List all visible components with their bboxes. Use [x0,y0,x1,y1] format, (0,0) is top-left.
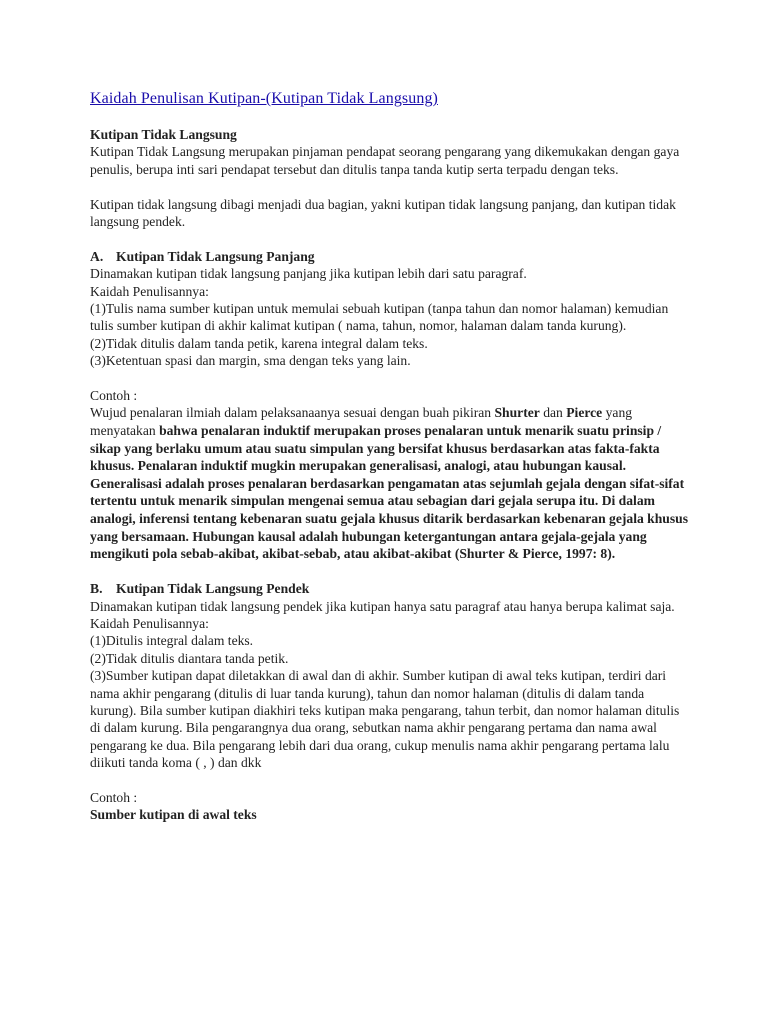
example-mid: yang menyatakan [90,405,633,439]
section-a-rule-1: (1)Tulis nama sumber kutipan untuk memulai sebuah kutipan (tanpa tahun dan nomor halaman) kemudian tulis sumber kutipan di akhir kalimat kutipan ( nama, tahun, nomor, halaman dalam tanda kurung). [90,301,669,334]
example-author-1: Shurter [494,405,540,421]
section-a-heading [90,248,690,265]
section-b-example-label: Contoh : [90,790,138,806]
example-author-2: Pierce [566,405,603,421]
section-a-definition: Dinamakan kutipan tidak langsung panjang jika kutipan lebih dari satu paragraf. [90,266,527,282]
section-b-rule-2: (2)Tidak ditulis diantara tanda petik. [90,650,289,666]
section-b-heading [90,580,690,597]
section-a-example-text [90,404,690,562]
example-lead: Wujud penalaran ilmiah dalam pelaksanaanya sesuai dengan buah pikiran [90,405,495,421]
intro-paragraph-2: Kutipan tidak langsung dibagi menjadi dua bagian, yakni kutipan tidak langsung panjang, dan kutipan tidak langsung pendek. [90,196,676,230]
example-bold-body: bahwa penalaran induktif merupakan proses penalaran untuk menarik suatu prinsip / sikap yang berlaku umum atau suatu simpulan yang bersifat khusus berdasarkan atas fakta-fakta khusus. Penalaran induktif mugkin merupakan generalisasi, analogi, atau hubungan kausal. Generalisasi adalah proses penalaran berdasarkan pengamatan atas sejumlah gejala dengan sifat-sifat tertentu untuk menarik simpulan mengenai semua atau sebagian dari gejala serupa itu. Di dalam analogi, inferensi tentang kebenaran suatu gejala khusus ditarik berdasarkan kebenaran gejala khusus yang bersamaan. Hubungan kausal adalah hubungan ketergantungan antara gejala-gejala yang mengikuti pola sebab-akibat, akibat-sebab, atau akibat-akibat (Shurter & Pierce, 1997: 8). [90,423,688,562]
section-a-rule-3: (3)Ketentuan spasi dan margin, sma dengan teks yang lain. [90,353,411,369]
section-a-number: A. [90,248,104,264]
section-b-rules-label: Kaidah Penulisannya: [90,616,209,631]
section-b-rule-1: (1)Ditulis integral dalam teks. [90,633,254,649]
document-title-link[interactable]: Kaidah Penulisan Kutipan-(Kutipan Tidak Langsung) [90,90,438,107]
section-b-example-subheading: Sumber kutipan di awal teks [90,807,257,823]
section-b-title: Kutipan Tidak Langsung Pendek [116,581,310,597]
section-b-definition: Dinamakan kutipan tidak langsung pendek jika kutipan hanya satu paragraf atau hanya berupa kalimat saja. [90,598,675,614]
section-a-rule-2: (2)Tidak ditulis dalam tanda petik, karena integral dalam teks. [90,335,428,351]
section-a-example-label: Contoh : [90,388,138,404]
section-a-rules-label: Kaidah Penulisannya: [90,283,209,299]
document-page [90,90,690,824]
example-and: dan [539,405,567,421]
section-b-rule-3: (3)Sumber kutipan dapat diletakkan di awal dan di akhir. Sumber kutipan di awal teks kutipan, terdiri dari nama akhir pengarang (ditulis di luar tanda kurung), tahun dan nomor halaman (ditulis di dalam tanda kurung). Bila sumber kutipan diakhiri teks kutipan maka pengarang, tahun terbit, dan nomor halaman ditulis di dalam kurung. Bila pengarangnya dua orang, sebutkan nama akhir pengarang pertama dan nama awal pengarang ke dua. Bila pengarang lebih dari dua orang, cukup menulis nama akhir pengarang pertama lalu diikuti tanda koma ( , ) dan dkk [90,668,680,771]
section-b-number: B. [90,581,103,597]
intro-paragraph-1: Kutipan Tidak Langsung merupakan pinjaman pendapat seorang pengarang yang dikemukakan dengan gaya penulis, berupa inti sari pendapat tersebut dan ditulis tanpa tanda kutip serta terpadu dengan teks. [90,144,680,177]
section-a-title: Kutipan Tidak Langsung Panjang [116,248,315,264]
intro-heading: Kutipan Tidak Langsung [90,127,237,142]
